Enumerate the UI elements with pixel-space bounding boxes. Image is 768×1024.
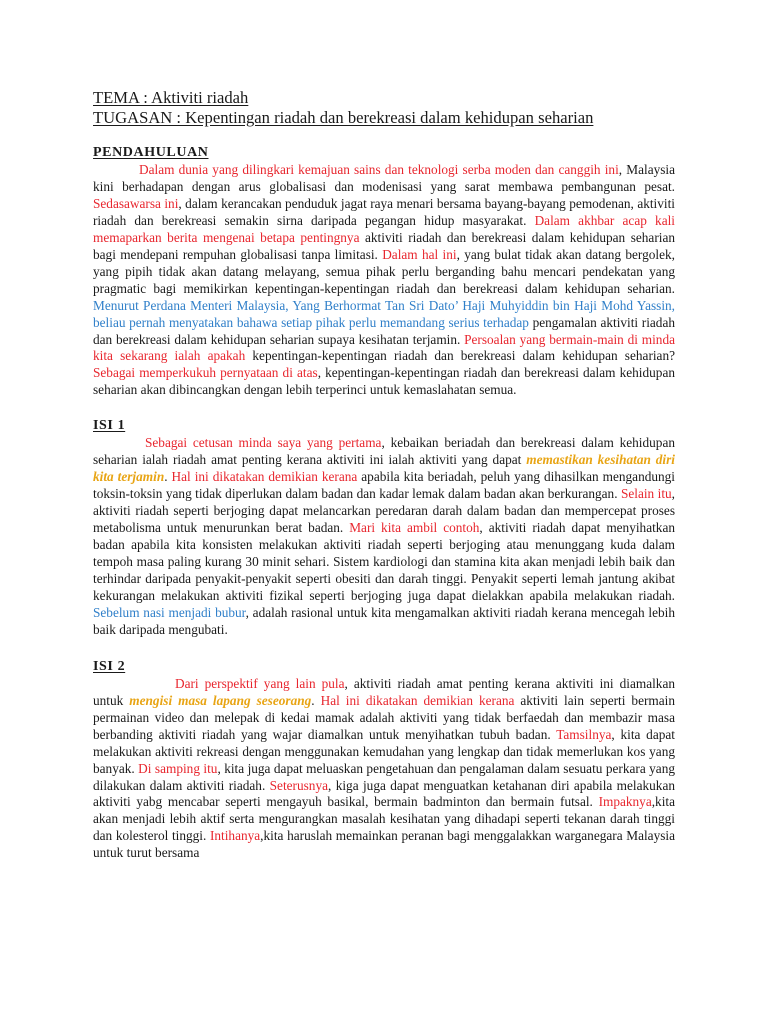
text-segment-plain: , kepentingan-kepentingan riadah dan berekreasi dalam kehidupan seharian akan dibincangkan dengan lebih terperinci untuk kemaslahatan semua. <box>93 365 675 398</box>
text-segment-red: Impaknya <box>598 794 652 810</box>
text-segment-blue: Sebelum nasi menjadi bubur <box>93 604 246 620</box>
text-segment-gold: mengisi masa lapang seseorang <box>129 692 312 708</box>
text-segment-plain: apabila kita beriadah, peluh yang dihasilkan mengandungi toksin-toksin yang tidak diperlukan dalam badan dan kadar lemak dalam badan akan berkurangan. <box>93 469 676 502</box>
text-segment-plain: , Malaysia kini berhadapan dengan arus globalisasi dan modenisasi yang sarat membawa pembangunan pesat. <box>93 162 676 194</box>
text-segment-plain: , aktiviti riadah amat penting kerana aktiviti ini diamalkan untuk <box>93 675 675 708</box>
text-segment-plain: , aktiviti riadah dapat menyihatkan badan apabila kita konsisten melakukan aktiviti riadah seperti berjoging atau menunggang kuda dalam tempoh masa paling kurang 30 minit sehari. Sistem kardiologi dan stamina kita akan menjadi lebih baik dan terhindar daripada penyakit-penyakit seperti obesiti dan darah tinggi. Penyakit seperti lemah jantung akibat kekurangan melakukan aktiviti fizikal seperti berjoging juga dapat dielakkan apabila melakukan riadah. <box>93 520 675 603</box>
text-segment-plain: kepentingan-kepentingan riadah dan berekreasi dalam kehidupan seharian? <box>245 348 676 364</box>
theme-title: TEMA : Aktiviti riadah <box>93 88 249 107</box>
text-segment-red: Seterusnya <box>269 777 328 793</box>
text-segment-plain: aktiviti riadah dan berekreasi dalam kehidupan seharian bagi mendepani rempuhan globalisasi tanpa limitasi. <box>93 229 676 262</box>
document-page <box>93 88 675 862</box>
text-segment-red: Hal ini dikatakan demikian kerana <box>320 692 515 708</box>
text-segment-plain: , adalah rasional untuk kita mengamalkan aktiviti riadah kerana mencegah lebih baik daripada mengubati. <box>93 604 676 637</box>
assignment-title: TUGASAN : Kepentingan riadah dan berekreasi dalam kehidupan seharian <box>93 108 594 127</box>
text-segment-red: Di samping itu <box>138 760 218 776</box>
text-segment-plain: pengamalan aktiviti riadah dan berekreasi dalam kehidupan seharian supaya kesihatan terjamin. <box>93 314 675 347</box>
text-segment-red: Sebagai cetusan minda saya yang pertama <box>145 435 382 451</box>
text-segment-red: Dari perspektif yang lain pula <box>175 675 345 691</box>
section-heading-isi-1: ISI 1 <box>93 418 126 434</box>
paragraph-isi-2 <box>93 676 675 862</box>
text-segment-plain: , kita juga dapat meluaskan pengetahuan dan pengalaman dalam sesuatu perkara yang dilakukan dalam aktiviti riadah. <box>93 760 675 793</box>
text-segment-red: Mari kita ambil contoh <box>349 520 480 536</box>
text-segment-plain: . <box>164 469 172 485</box>
text-segment-plain: , yang bulat tidak akan datang bergolek, yang pipih tidak akan datang melayang, semua pihak perlu berganding bahu mencari pendekatan yang pragmatic bagi memikirkan kepentingan-kepentingan riadah dan berekreasi dalam kehidupan seharian. <box>93 246 675 296</box>
text-segment-red: Tamsilnya <box>556 726 612 742</box>
text-segment-gold: memastikan kesihatan diri kita terjamin <box>93 452 675 485</box>
text-segment-plain: , kebaikan beriadah dan berekreasi dalam kehidupan seharian ialah riadah amat penting kerana aktiviti ini ialah aktiviti yang dapat <box>93 435 675 468</box>
text-segment-red: Dalam dunia yang dilingkari kemajuan sains dan teknologi serba moden dan canggih ini <box>139 162 619 177</box>
paragraph-isi-1 <box>93 435 675 638</box>
paragraph-pendahuluan <box>93 162 675 399</box>
text-segment-red: Sebagai memperkukuh pernyataan di atas <box>93 365 318 381</box>
text-segment-red: Sedasawarsa ini <box>93 195 179 211</box>
text-segment-red: Dalam hal ini <box>382 246 457 262</box>
text-segment-plain: aktiviti lain seperti bermain permainan video dan melepak di kedai mamak adalah aktiviti yang tidak berfaedah dan membazir masa berbanding aktiviti riadah yang wajar diamalkan untuk menyihatkan tubuh badan. <box>93 692 675 742</box>
text-segment-plain: , kiga juga dapat menguatkan ketahanan diri apabila melakukan aktiviti yabg mencabar seperti mengayuh basikal, bermain badminton dan bermain futsal. <box>93 777 675 810</box>
text-segment-plain: . <box>311 692 321 708</box>
text-segment-blue: Menurut Perdana Menteri Malaysia, Yang Berhormat Tan Sri Dato’ Haji Muhyiddin bin Haji Mohd Yassin, beliau pernah menyatakan bahawa setiap pihak perlu memandang serius terhadap <box>93 297 675 330</box>
text-segment-red: Selain itu <box>620 486 672 502</box>
section-heading-pendahuluan: PENDAHULUAN <box>93 145 209 160</box>
text-segment-plain: ,kita haruslah memainkan peranan bagi menggalakkan warganegara Malaysia untuk turut bersama <box>93 828 675 861</box>
section-heading-isi-2: ISI 2 <box>93 658 126 674</box>
text-segment-red: Intihanya <box>209 828 261 844</box>
text-segment-red: Hal ini dikatakan demikian kerana <box>171 469 358 485</box>
text-segment-plain: ,kita akan menjadi lebih aktif serta mengurangkan masalah kesihatan yang dihadapi seperti tekanan darah tinggi dan kolesterol tinggi. <box>93 794 675 844</box>
text-segment-red: Dalam akhbar acap kali memaparkan berita mengenai betapa pentingnya <box>93 212 675 245</box>
text-segment-plain: , dalam kerancakan penduduk jagat raya menari bersama bayang-bayang pemodenan, aktiviti riadah dan berekreasi semakin sirna daripada pegangan hidup masyarakat. <box>93 195 675 228</box>
text-segment-plain: , kita dapat melakukan aktiviti rekreasi dengan menggunakan kemudahan yang lengkap dan tidak memerlukan kos yang banyak. <box>93 726 675 776</box>
text-segment-red: Persoalan yang bermain-main di minda kita sekarang ialah apakah <box>93 331 675 364</box>
text-segment-plain: , aktiviti riadah seperti berjoging dapat melancarkan peredaran darah dalam badan dan mempercepat proses metabolisma untuk menurunkan berat badan. <box>93 486 675 536</box>
